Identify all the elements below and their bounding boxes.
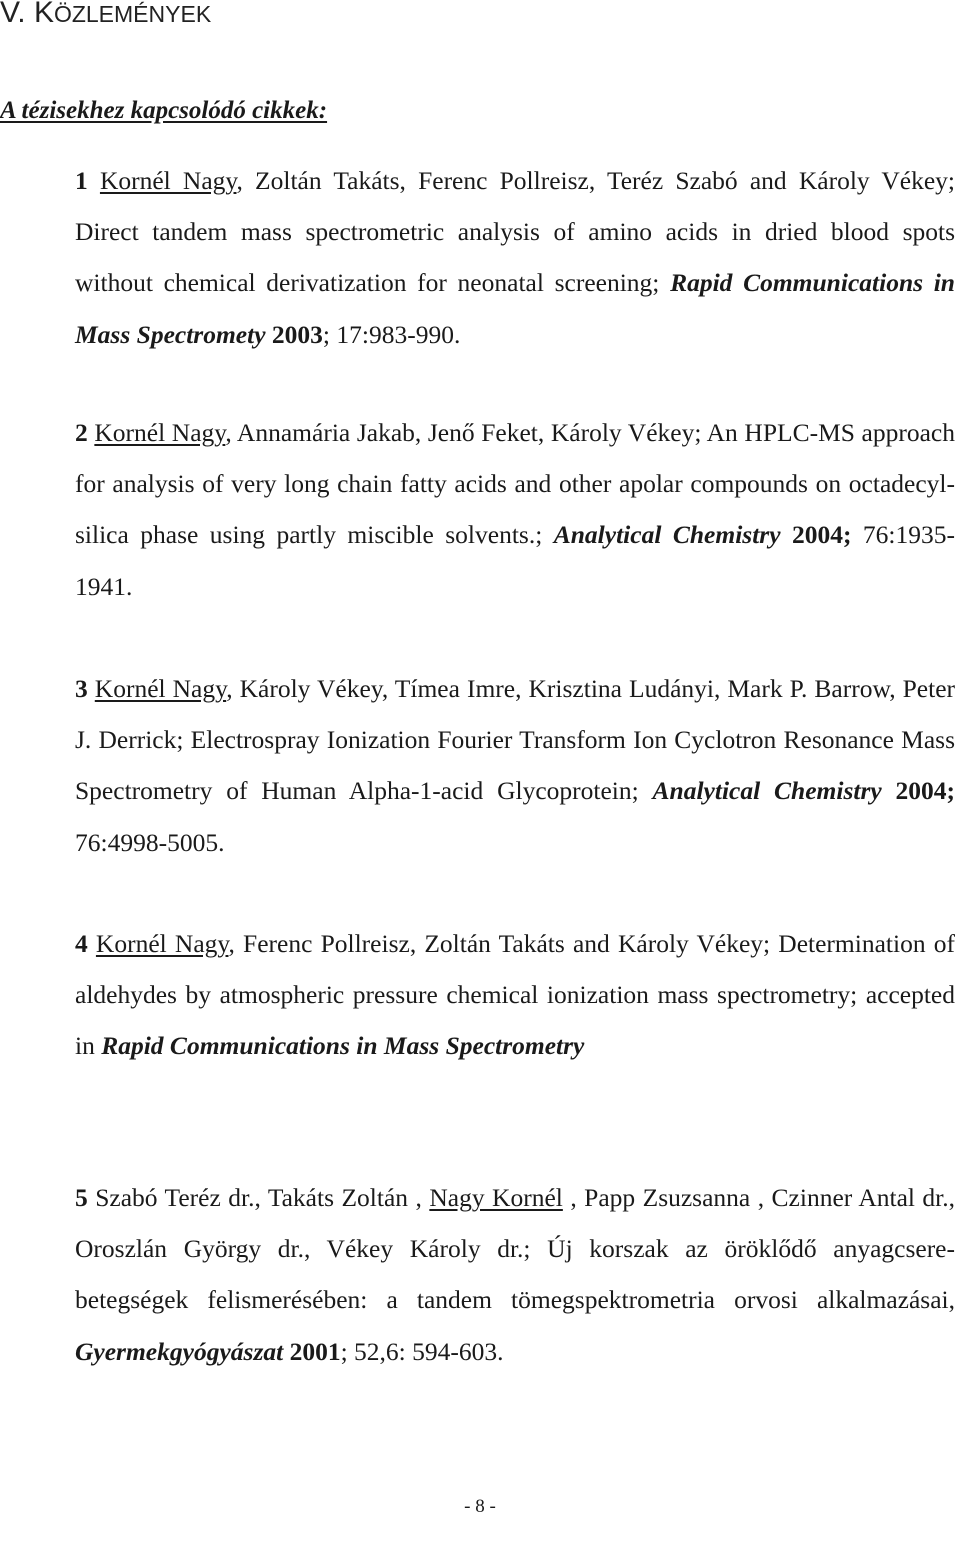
author-highlight: Kornél Nagy — [99, 166, 237, 195]
publication-year: 2003 — [271, 319, 323, 349]
publication-authors: , Zoltán Takáts, Ferenc Pollreisz, Teréz Szabó and Károly Vékey; Direct tandem mass spectrometric analysis of amino acids in dried blood spots without chemical derivatization for neonatal screening; — [75, 166, 956, 298]
publication-number: 1 — [75, 166, 88, 195]
publication-pages: ; 17:983-990. — [322, 319, 461, 349]
section-title-initial: K — [33, 0, 54, 29]
journal-name: Analytical Chemistry — [652, 776, 882, 806]
journal-name: Gyermekgyógyászat — [75, 1336, 284, 1366]
publication-entry — [75, 155, 955, 360]
publication-authors: , Annamária Jakab, Jenő Feket, Károly Vékey; An HPLC-MS approach for analysis of very long chain fatty acids and other apolar compounds on octadecyl-silica phase using partly miscible solvents.; — [75, 418, 956, 550]
publication-prefix: Szabó Teréz dr., Takáts Zoltán , — [95, 1183, 430, 1212]
subsection-heading: A tézisekhez kapcsolódó cikkek: — [0, 97, 328, 124]
publication-authors: , Ferenc Pollreisz, Zoltán Takáts and Károly Vékey; Determination of aldehydes by atmospheric pressure chemical ionization mass spectrometry; accepted in — [75, 929, 955, 1061]
section-heading — [0, 0, 211, 30]
publication-year: 2004; — [895, 776, 956, 806]
author-highlight: Kornél Nagy — [94, 418, 226, 447]
publication-entry — [75, 663, 955, 868]
publication-pages: ; 52,6: 594-603. — [340, 1336, 504, 1366]
journal-name: Rapid Communications in Mass Spectrometry — [101, 1031, 585, 1061]
section-number: V. — [0, 0, 26, 29]
publication-number: 3 — [75, 674, 88, 703]
publication-authors: , Papp Zsuzsanna , Czinner Antal dr., Oroszlán György dr., Vékey Károly dr.; Új korszak az öröklődő anyagcsere-betegségek felismerésében: a tandem tömegspektrometria orvosi alkalmazásai, — [75, 1183, 956, 1315]
publication-number: 4 — [75, 929, 88, 958]
publication-pages: 76:4998-5005. — [75, 827, 225, 857]
author-highlight: Kornél Nagy — [95, 929, 229, 958]
author-highlight: Kornél Nagy — [94, 674, 227, 703]
publication-authors: , Károly Vékey, Tímea Imre, Krisztina Ludányi, Mark P. Barrow, Peter J. Derrick; Electrospray Ionization Fourier Transform Ion Cyclotron Resonance Mass Spectrometry of Human Alpha-1-acid Glycoprotein; — [75, 674, 956, 806]
section-title-rest: ÖZLEMÉNYEK — [53, 1, 212, 27]
author-highlight: Nagy Kornél — [429, 1183, 563, 1212]
journal-name: Analytical Chemistry — [553, 520, 781, 550]
page-number: - 8 - — [464, 1496, 496, 1517]
publication-number: 2 — [75, 418, 88, 447]
publication-entry — [75, 918, 955, 1072]
journal-name: Rapid Communications in Mass Spectromety — [75, 268, 955, 349]
publication-number: 5 — [75, 1183, 88, 1212]
publication-pages: 76:1935-1941. — [75, 520, 956, 601]
publication-entry — [75, 407, 955, 612]
publication-year: 2004; — [791, 520, 852, 550]
publication-year: 2001 — [289, 1336, 341, 1366]
publication-entry — [75, 1172, 955, 1377]
